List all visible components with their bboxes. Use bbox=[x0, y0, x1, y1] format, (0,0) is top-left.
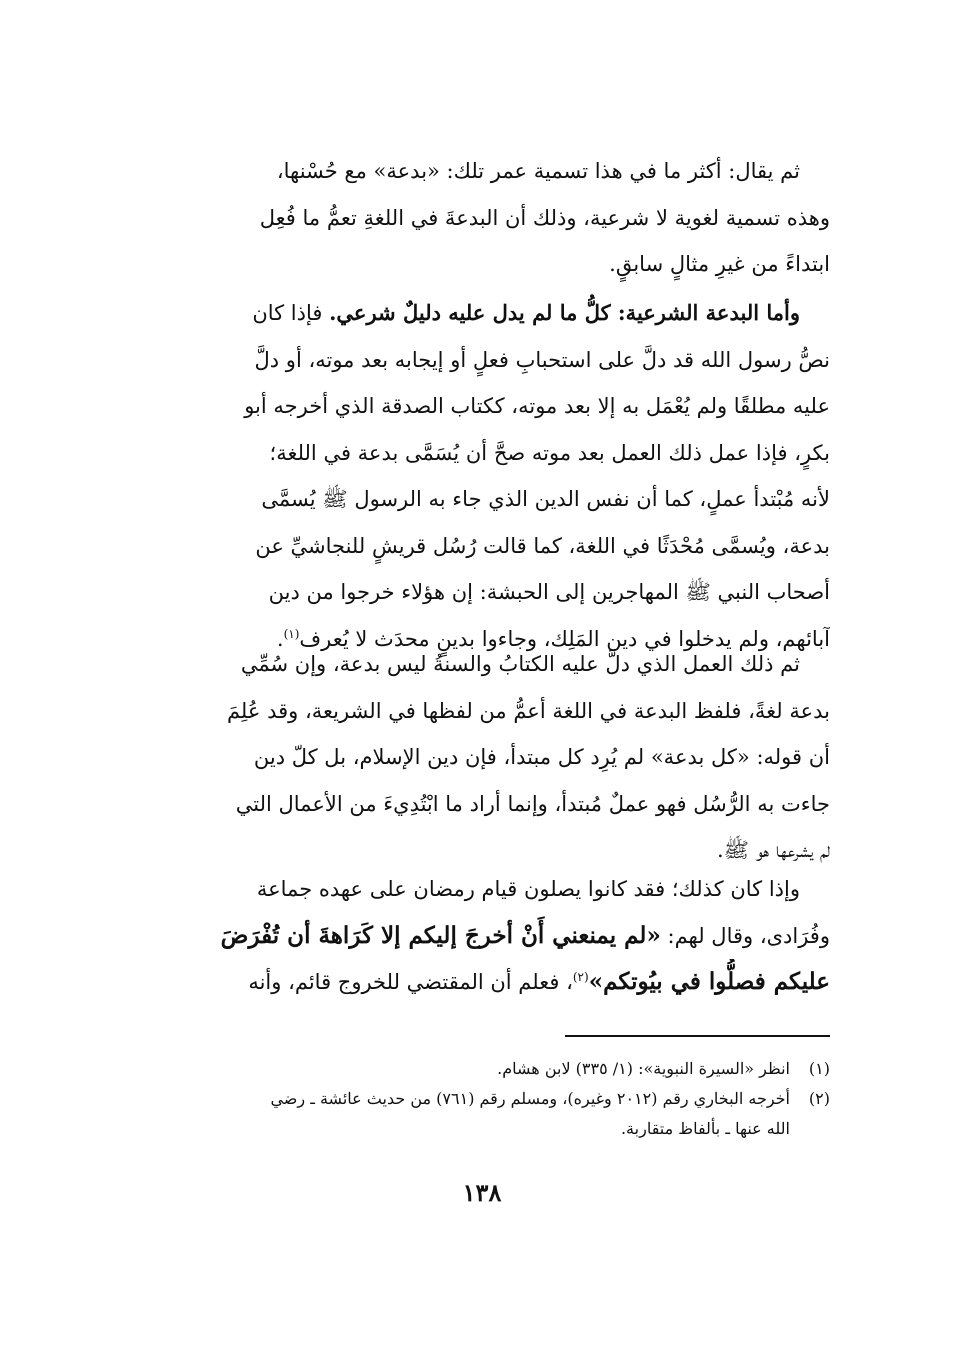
footnote-ref-2[interactable]: (٢) bbox=[572, 970, 589, 984]
bold-definition: وأما البدعة الشرعية: كلُّ ما لم يدل عليه دليلٌ شرعي. bbox=[329, 300, 800, 325]
text-line: نصُّ رسول الله قد دلَّ على استحبابِ فعلٍ أو إيجابه بعد موته، أو دلَّ bbox=[254, 347, 830, 372]
text-line bbox=[134, 290, 830, 337]
text-line: وإذا كان كذلك؛ فقد كانوا يصلون قيام رمضان على عهده جماعة bbox=[256, 877, 800, 901]
footnote-number: (٢) bbox=[808, 1089, 830, 1108]
paragraph-4 bbox=[134, 866, 830, 1006]
text-line: لأنه مُبْتدأ عملٍ، كما أن نفس الدين الذي جاء به الرسول ﷺ يُسمَّى bbox=[261, 487, 830, 511]
hadith-quote: «لم يمنعني أَنْ أخرجَ إليكم إلا كَرَاهةَ أن تُفْرَضَ bbox=[220, 921, 661, 949]
paragraph-2 bbox=[134, 290, 830, 662]
page-number: ١٣٨ bbox=[462, 1178, 502, 1207]
text-span: ، فعلم أن المقتضي للخروج قائم، وأنه bbox=[248, 970, 573, 994]
text-line bbox=[134, 959, 830, 1006]
text-line: أصحاب النبي ﷺ المهاجرين إلى الحبشة: إن هؤلاء خرجوا من دين bbox=[268, 580, 830, 604]
text-line: ثم ذلك العمل الذي دلَّ عليه الكتابُ والسنةُ ليس بدعة، وإن سُمِّي bbox=[240, 652, 800, 676]
text-line: جاءت به الرُّسُل فهو عملٌ مُبتدأ، وإنما أراد ما ابْتُدِيءَ من الأعمال التي bbox=[235, 791, 830, 816]
text-line: وهذه تسمية لغوية لا شرعية، وذلك أن البدعةَ في اللغةِ تعمُّ ما فُعِل bbox=[259, 205, 830, 230]
footnote-1 bbox=[134, 1054, 830, 1084]
paragraph-1 bbox=[134, 148, 830, 288]
footnote-text: انظر «السيرة النبوية»: (١/ ٣٣٥) لابن هشام. bbox=[497, 1059, 790, 1078]
hadith-quote: عليكم فصلُّوا في بيُوتكم» bbox=[588, 968, 830, 995]
text-line: ثم يقال: أكثر ما في هذا تسمية عمر تلك: «بدعة» مع حُسْنها، bbox=[276, 159, 800, 183]
text-line: لم يشرعها هو ﷺ. bbox=[716, 838, 830, 862]
text-span: آبائهم، ولم يدخلوا في دين المَلِك، وجاءوا بدينٍ محدَث لا يُعرف bbox=[299, 626, 830, 651]
text-span: فإذا كان bbox=[252, 301, 330, 325]
text-line bbox=[134, 913, 830, 960]
text-span: . bbox=[276, 626, 284, 651]
text-line: بدعة لغةً، فلفظ البدعة في اللغة أعمُّ من لفظها في الشريعة، وقد عُلِمَ bbox=[226, 698, 830, 723]
footnote-text: أخرجه البخاري رقم (٢٠١٢ وغيره)، ومسلم رقم (٧٦١) من حديث عائشة ـ رضي bbox=[270, 1089, 790, 1108]
footnote-2-continuation: الله عنها ـ بألفاظ متقاربة. bbox=[620, 1119, 790, 1138]
text-line: بدعة، ويُسمَّى مُحْدَثًا في اللغة، كما قالت رُسُل قريشٍ للنجاشيِّ عن bbox=[255, 533, 830, 558]
paragraph-3 bbox=[134, 641, 830, 874]
footnote-separator bbox=[565, 1035, 830, 1037]
footnotes bbox=[134, 1054, 830, 1144]
text-span: وفُرَادى، وقال لهم: bbox=[660, 923, 830, 948]
text-line: ابتداءً من غيرِ مثالٍ سابقٍ. bbox=[609, 252, 830, 276]
footnote-2 bbox=[134, 1084, 830, 1114]
footnote-number: (١) bbox=[808, 1059, 830, 1078]
footnote-ref-1[interactable]: (١) bbox=[283, 626, 300, 641]
text-line: أن قوله: «كل بدعة» لم يُرِد كل مبتدأ، فإن دين الإسلام، بل كلّ دين bbox=[253, 745, 830, 769]
text-line: عليه مطلقًا ولم يُعْمَل به إلا بعد موته، ككتاب الصدقة الذي أخرجه أبو bbox=[244, 394, 830, 418]
text-line: بكرٍ، فإذا عمل ذلك العمل بعد موته صحَّ أن يُسَمَّى بدعة في اللغة؛ bbox=[269, 440, 830, 465]
